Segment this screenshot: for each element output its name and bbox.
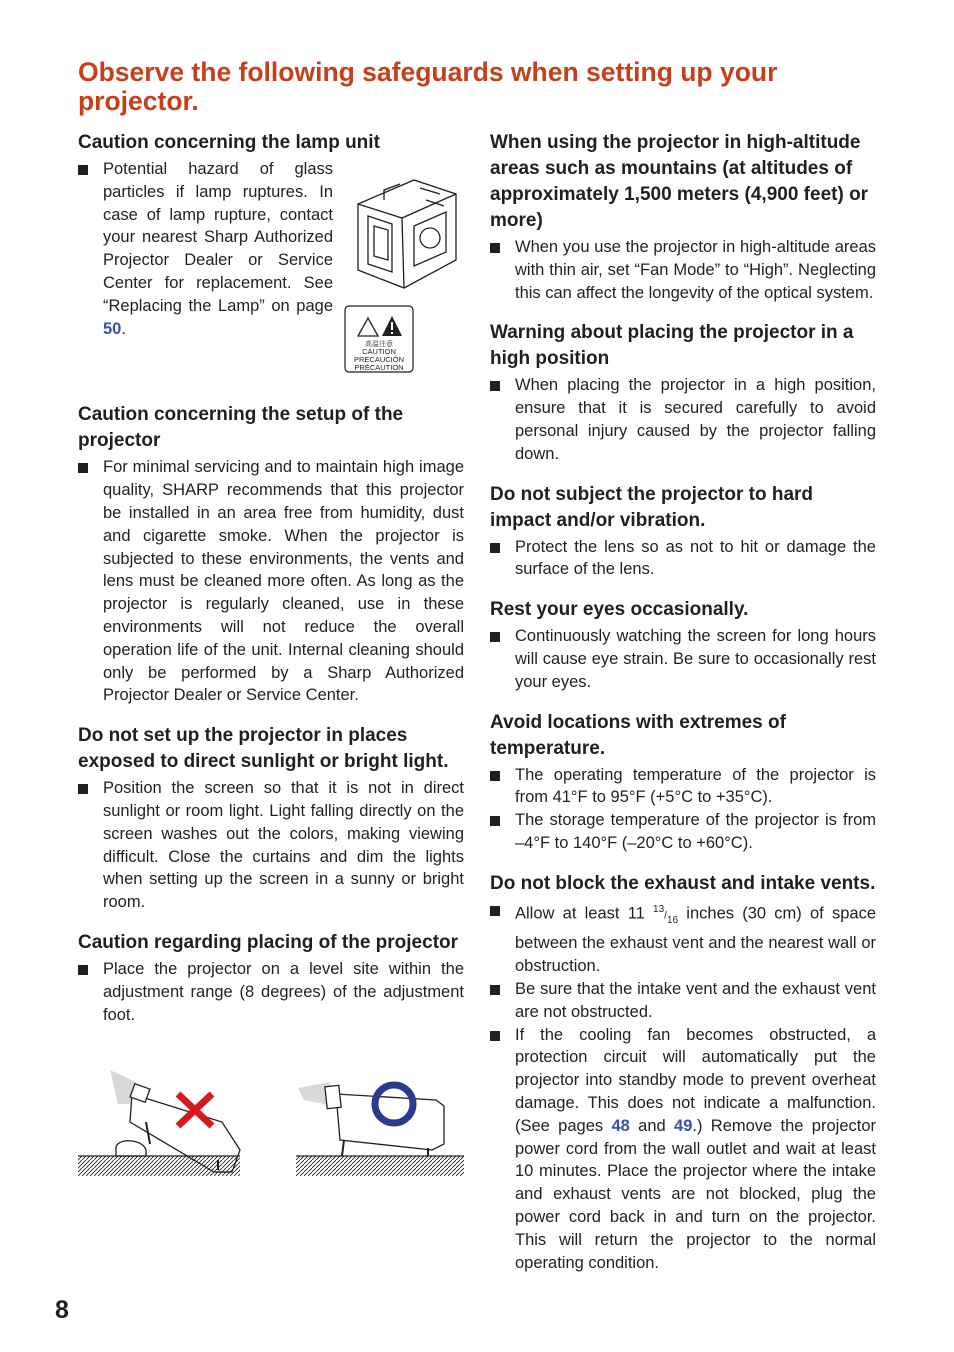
section-title: Do not block the exhaust and intake vents.	[490, 872, 876, 894]
section-impact	[490, 482, 876, 582]
section-title: Do not subject the projector to hard impact and/or vibration.	[490, 483, 814, 531]
section-title: Caution concerning the setup of the projector	[78, 404, 404, 452]
list-item: Protect the lens so as not to hit or damage the surface of the lens.	[490, 536, 876, 582]
bullet-square-icon	[78, 463, 88, 473]
bullet-square-icon	[490, 1031, 500, 1041]
list-item: Potential hazard of glass particles if lamp ruptures. In case of lamp rupture, contact your nearest Sharp Authorized Projector Dealer or Service Center for replacement. See “Replacing the Lamp” on page 50.	[78, 158, 333, 340]
section-title: Do not set up the projector in places exposed to direct sunlight or bright light.	[78, 725, 449, 773]
bullet-square-icon	[490, 381, 500, 391]
section-placing	[78, 930, 464, 1026]
page-link-49[interactable]: 49	[674, 1116, 693, 1135]
page-link-50[interactable]: 50	[103, 319, 122, 338]
page-link-48[interactable]: 48	[611, 1116, 630, 1135]
precaution-label: PRÉCAUTION	[354, 363, 404, 372]
section-vents	[490, 871, 876, 1275]
section-rest-eyes	[490, 597, 876, 693]
section-title: Warning about placing the projector in a high position	[490, 322, 854, 370]
bullet-square-icon	[78, 165, 88, 175]
section-lamp-unit	[78, 130, 464, 384]
list-item: If the cooling fan becomes obstructed, a protection circuit will automatically put the projector into standby mode to prevent overheat damage. This does not indicate a malfunction. (See pages 48 and 49.) Remove the projector power cord from the wall outlet and wait at least 10 minutes. Place the projector where the intake and exhaust vents are not blocked, plug the power cord back in and turn on the projector. This will return the projector to the normal operating condition.	[490, 1024, 876, 1275]
bullet-square-icon	[490, 243, 500, 253]
right-column	[490, 130, 876, 1290]
left-column	[78, 130, 464, 1042]
bullet-square-icon	[490, 985, 500, 995]
list-item: The operating temperature of the projector is from 41°F to 95°F (+5°C to +35°C).	[490, 764, 876, 810]
svg-text:高温注意: 高温注意	[365, 340, 393, 348]
bullet-square-icon	[490, 771, 500, 781]
fraction-numerator: 13	[653, 903, 665, 915]
bullet-square-icon	[78, 784, 88, 794]
section-high-position	[490, 320, 876, 465]
list-item: Position the screen so that it is not in direct sunlight or room light. Light falling directly on the screen washes out the colors, making viewing difficult. Close the curtains and dim the lights when setting up the screen in a sunny or bright room.	[78, 777, 464, 914]
section-setup	[78, 402, 464, 707]
bullet-square-icon	[490, 632, 500, 642]
section-title: Rest your eyes occasionally.	[490, 599, 749, 621]
section-high-altitude	[490, 130, 876, 304]
level-projector-correct-illustration	[296, 1060, 464, 1178]
list-item: When you use the projector in high-altitude areas with thin air, set “Fan Mode” to “High”. Neglecting this can affect the longevity of the optical system.	[490, 236, 876, 304]
bullet-square-icon	[490, 906, 500, 916]
page-number: 8	[55, 1296, 69, 1324]
list-item: Place the projector on a level site within the adjustment range (8 degrees) of the adjustment foot.	[78, 958, 464, 1026]
section-sunlight	[78, 723, 464, 914]
list-item: Allow at least 11 $^{13}/_{16}$ inches (30 cm) of space between the exhaust vent and the nearest wall or obstruction.	[490, 899, 876, 978]
caution-label: CAUTION	[362, 347, 396, 356]
list-item: Continuously watching the screen for long hours will cause eye strain. Be sure to occasionally rest your eyes.	[490, 625, 876, 693]
bullet-square-icon	[78, 965, 88, 975]
section-title: Caution concerning the lamp unit	[78, 132, 380, 153]
lamp-unit-image	[344, 160, 464, 372]
precaucion-label: PRECAUCIÓN	[353, 355, 405, 364]
bullet-square-icon	[490, 816, 500, 826]
list-item: For minimal servicing and to maintain high image quality, SHARP recommends that this projector be installed in an area free from humidity, dust and cigarette smoke. When the projector is subjected to these environments, the vents and lens must be cleaned more often. As long as the projector is regularly cleaned, use in these environments will not reduce the overall operation life of the unit. Internal cleaning should only be performed by a Sharp Authorized Projector Dealer or Service Center.	[78, 456, 464, 707]
section-title: Avoid locations with extremes of temperature.	[490, 711, 786, 759]
section-title: Caution regarding placing of the projector	[78, 931, 459, 953]
fraction-denominator: 16	[666, 914, 679, 926]
bullet-square-icon	[490, 543, 500, 553]
page-title: Observe the following safeguards when setting up your projector.	[78, 57, 778, 116]
tilted-projector-wrong-illustration	[78, 1060, 243, 1178]
list-item: The storage temperature of the projector is from –4°F to 140°F (–20°C to +60°C).	[490, 809, 876, 855]
section-title: When using the projector in high-altitude areas such as mountains (at altitudes of approximately 1,500 meters (4,900 feet) or more)	[490, 132, 869, 231]
list-item: Be sure that the intake vent and the exhaust vent are not obstructed.	[490, 978, 876, 1024]
section-temperature	[490, 710, 876, 855]
list-item: When placing the projector in a high position, ensure that it is secured carefully to avoid personal injury caused by the projector falling down.	[490, 374, 876, 465]
